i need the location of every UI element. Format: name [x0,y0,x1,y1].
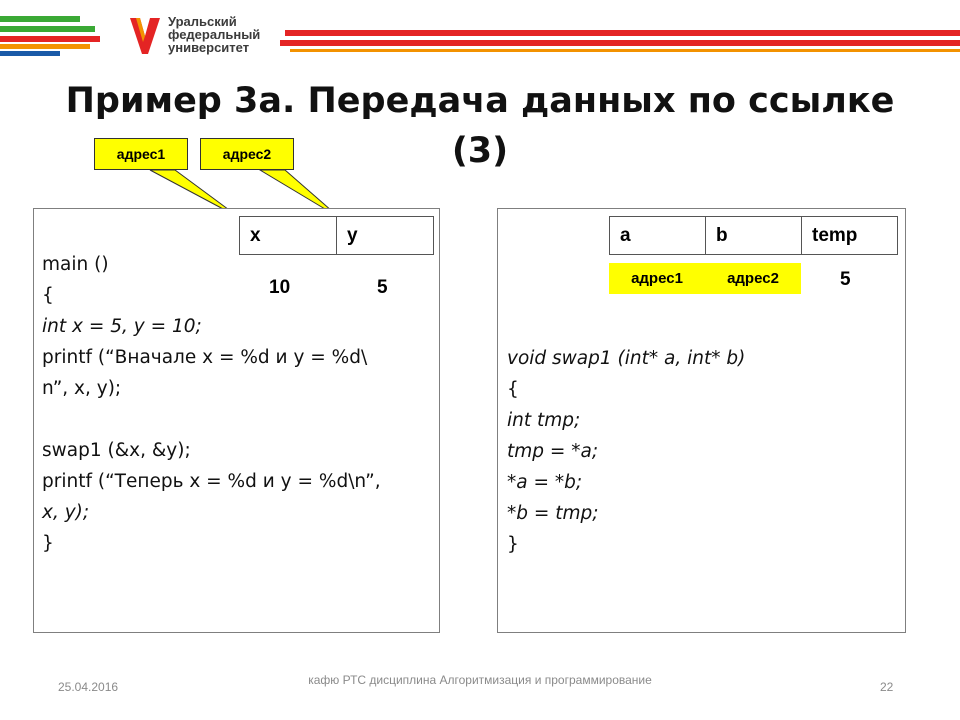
title-line-1: Пример 3а. Передача данных по ссылке [65,81,895,121]
code-line: int tmp; [507,410,581,431]
code-line: x, y); [42,502,90,523]
addr1-callout: адрес1 [94,138,188,170]
main-code [42,249,381,559]
title-line-2: (3) [451,131,509,171]
urfu-logo-icon [128,14,162,56]
code-line: } [507,534,519,555]
logo-line: федеральный [168,27,261,42]
var-y-cell: y [337,217,434,255]
temp-value: 5 [840,269,851,290]
swap-vars-table [609,216,898,255]
addr2-callout: адрес2 [200,138,294,170]
var-temp-cell: temp [802,217,898,255]
code-line: int x = 5, y = 10; [42,316,202,337]
footer-course: кафю РТС дисциплина Алгоритмизация и программирование [308,673,652,687]
swap-code-panel [497,208,906,633]
code-line: n”, x, y); [42,378,122,399]
value-x: 10 [269,277,291,298]
code-line: printf (“Теперь x = %d и y = %d\n”, [42,471,381,492]
code-line: swap1 (&x, &y); [42,440,191,461]
logo-line: университет [168,40,250,55]
code-line: { [507,379,519,400]
code-line: { [42,285,54,306]
addr1-value: адрес1 [609,263,705,294]
addr2-value: адрес2 [705,263,801,294]
code-spacer [42,404,381,435]
var-a-cell: a [610,217,706,255]
code-line: tmp = *a; [507,441,599,462]
main-code-panel [33,208,440,633]
value-y: 5 [377,277,388,298]
code-line: printf (“Вначале x = %d и y = %d\ [42,347,368,368]
code-line: *a = *b; [507,472,583,493]
footer-date: 25.04.2016 [58,680,119,694]
logo-line: Уральский [168,14,237,29]
right-stripes [280,30,960,52]
var-x-cell: x [240,217,337,255]
code-line: } [42,533,54,554]
logo-text [168,15,260,54]
code-line: *b = tmp; [507,503,599,524]
swap-code [507,343,745,560]
page-number: 22 [880,680,894,694]
code-line: main () [42,254,109,275]
code-line: void swap1 (int* a, int* b) [507,348,746,369]
var-b-cell: b [706,217,802,255]
left-stripes [0,16,100,56]
